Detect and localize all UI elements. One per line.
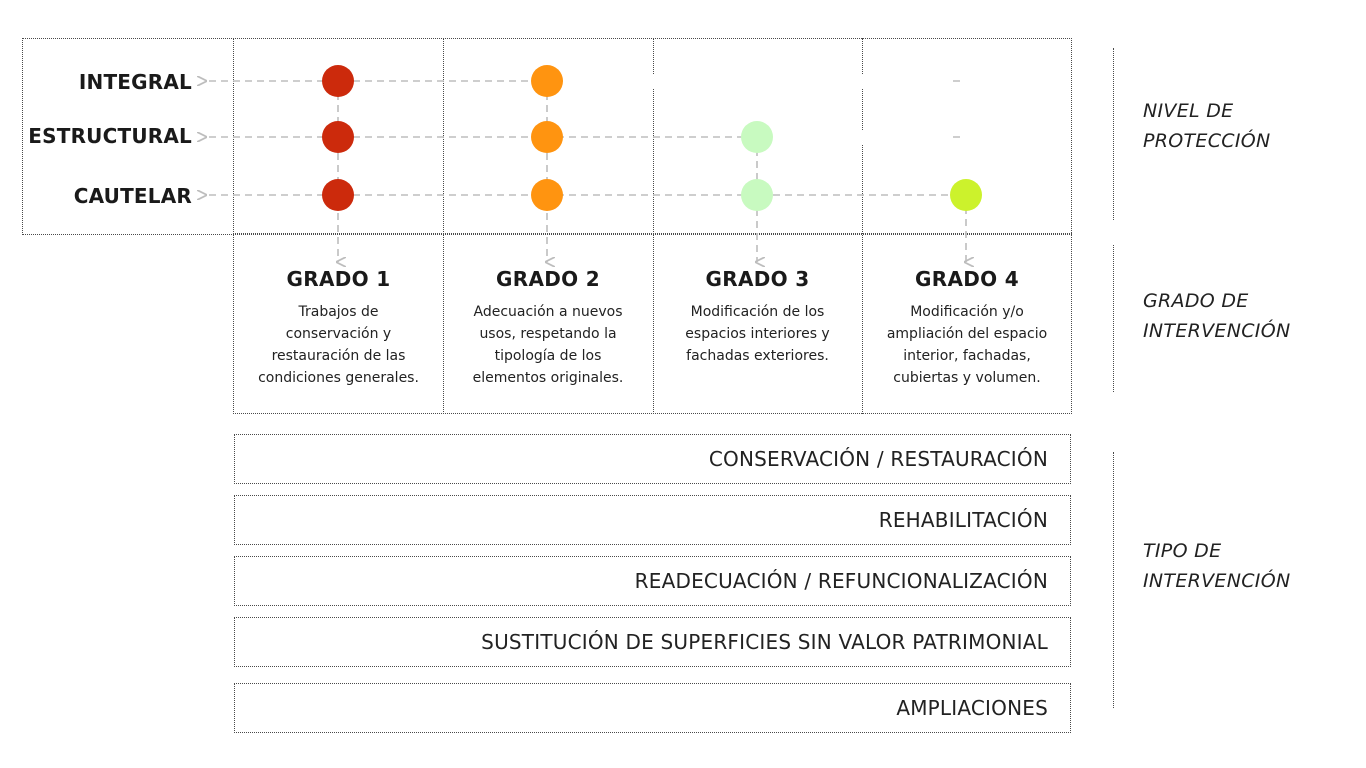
grade-desc-line: interior, fachadas, <box>903 348 1031 364</box>
type-row-readecuacion: READECUACIÓN / REFUNCIONALIZACIÓN <box>234 556 1071 606</box>
side-label-line: NIVEL DE <box>1143 100 1234 122</box>
grade-title: GRADO 1 <box>286 267 391 291</box>
grade-desc-line: conservación y <box>285 326 392 342</box>
type-row-rehabilitacion: REHABILITACIÓN <box>234 495 1071 545</box>
grade-description <box>236 301 441 389</box>
grade-desc-line: fachadas exteriores. <box>686 348 829 364</box>
grade-desc-line: restauración de las <box>271 348 406 364</box>
grade-desc-line: condiciones generales. <box>258 370 419 386</box>
level-label-estructural: ESTRUCTURAL <box>28 124 192 148</box>
grade-column-2 <box>445 267 651 389</box>
grade-desc-line: ampliación del espacio <box>886 326 1048 342</box>
dot-estructural-grado-1 <box>322 121 354 153</box>
side-label-grade <box>1143 286 1290 346</box>
grade-description <box>864 301 1070 389</box>
type-row-ampliaciones: AMPLIACIONES <box>234 683 1071 733</box>
type-row-sustitucion: SUSTITUCIÓN DE SUPERFICIES SIN VALOR PATRIMONIAL <box>234 617 1071 667</box>
grade-desc-line: Modificación y/o <box>910 304 1024 320</box>
dot-cautelar-grado-2 <box>531 179 563 211</box>
side-label-line: PROTECCIÓN <box>1143 130 1271 152</box>
grade-description <box>655 301 860 367</box>
dot-estructural-grado-3 <box>741 121 773 153</box>
grade-column-4 <box>864 267 1070 389</box>
grade-desc-line: Trabajos de <box>298 304 379 320</box>
level-label-integral: INTEGRAL <box>78 70 192 94</box>
type-row-conservacion: CONSERVACIÓN / RESTAURACIÓN <box>234 434 1071 484</box>
dot-integral-grado-1 <box>322 65 354 97</box>
dot-cautelar-grado-4 <box>950 179 982 211</box>
grade-desc-line: elementos originales. <box>472 370 624 386</box>
dot-cautelar-grado-1 <box>322 179 354 211</box>
grade-desc-line: tipología de los <box>494 348 602 364</box>
dot-estructural-grado-2 <box>531 121 563 153</box>
grade-column-3 <box>655 267 860 367</box>
grade-desc-line: usos, respetando la <box>479 326 617 342</box>
side-divider-protection <box>1113 48 1114 220</box>
grade-description <box>445 301 651 389</box>
side-label-type <box>1143 536 1290 596</box>
side-label-line: INTERVENCIÓN <box>1143 320 1291 342</box>
side-label-line: GRADO DE <box>1143 290 1249 312</box>
dot-cautelar-grado-3 <box>741 179 773 211</box>
grade-desc-line: Adecuación a nuevos <box>473 304 623 320</box>
dot-integral-grado-2 <box>531 65 563 97</box>
grade-title: GRADO 3 <box>705 267 810 291</box>
grade-title: GRADO 2 <box>496 267 600 291</box>
grade-desc-line: Modificación de los <box>690 304 825 320</box>
side-label-line: TIPO DE <box>1143 540 1222 562</box>
grade-title: GRADO 4 <box>915 267 1019 291</box>
grade-column-1 <box>236 267 441 389</box>
grade-desc-line: cubiertas y volumen. <box>893 370 1041 386</box>
level-label-cautelar: CAUTELAR <box>73 184 192 208</box>
grade-desc-line: espacios interiores y <box>685 326 830 342</box>
side-label-line: INTERVENCIÓN <box>1143 570 1291 592</box>
side-label-protection <box>1143 96 1271 156</box>
side-divider-type <box>1113 452 1114 708</box>
side-divider-grade <box>1113 245 1114 392</box>
